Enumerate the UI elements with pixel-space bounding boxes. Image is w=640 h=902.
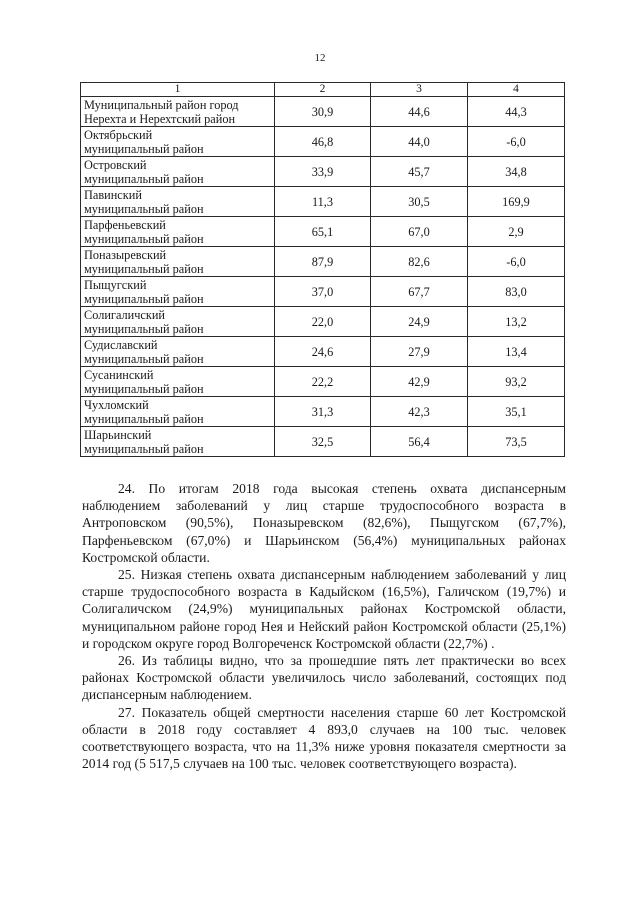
district-name-cell <box>81 187 275 217</box>
value-cell-col-2: 31,3 <box>275 397 371 427</box>
page-number: 12 <box>314 52 326 64</box>
district-name-line-2: муниципальный район <box>84 231 204 246</box>
value-cell-col-3: 82,6 <box>371 247 468 277</box>
value-cell-col-2: 22,0 <box>275 307 371 337</box>
value-cell-col-3: 42,9 <box>371 367 468 397</box>
value-cell-col-4: 169,9 <box>468 187 565 217</box>
value-cell-col-3: 44,0 <box>371 127 468 157</box>
district-name-line-1: Павинский <box>84 187 142 202</box>
district-name-cell <box>81 157 275 187</box>
district-name-line-1: Сусанинский <box>84 367 154 382</box>
value-cell-col-2: 24,6 <box>275 337 371 367</box>
column-header-2: 2 <box>275 83 371 97</box>
district-name-cell <box>81 97 275 127</box>
paragraph-27: 27. Показатель общей смертности населения старше 60 лет Костромской области в 2018 году составляет 4 893,0 случаев на 100 тыс. человек соответствующего возраста, что на 11,3% ниже уровня показателя смертности за 2014 год (5 517,5 случаев на 100 тыс. человек соответствующего возраста). <box>82 704 566 772</box>
value-cell-col-2: 37,0 <box>275 277 371 307</box>
district-name-line-1: Парфеньевский <box>84 217 166 232</box>
value-cell-col-4: -6,0 <box>468 247 565 277</box>
district-name-line-1: Судиславский <box>84 337 158 352</box>
value-cell-col-2: 11,3 <box>275 187 371 217</box>
value-cell-col-3: 30,5 <box>371 187 468 217</box>
value-cell-col-4: 13,4 <box>468 337 565 367</box>
table-row <box>81 367 565 397</box>
district-name-cell <box>81 427 275 457</box>
value-cell-col-3: 27,9 <box>371 337 468 367</box>
value-cell-col-4: 2,9 <box>468 217 565 247</box>
table-row <box>81 427 565 457</box>
district-name-line-1: Шарьинский <box>84 427 152 442</box>
district-name-cell <box>81 307 275 337</box>
value-cell-col-2: 32,5 <box>275 427 371 457</box>
district-name-line-2: муниципальный район <box>84 261 204 276</box>
column-header-3: 3 <box>371 83 468 97</box>
value-cell-col-2: 87,9 <box>275 247 371 277</box>
column-header-4: 4 <box>468 83 565 97</box>
table-row <box>81 217 565 247</box>
district-name-line-1: Муниципальный район город <box>84 97 239 112</box>
column-header-1: 1 <box>81 83 275 97</box>
table-row <box>81 277 565 307</box>
district-name-cell <box>81 397 275 427</box>
value-cell-col-4: 34,8 <box>468 157 565 187</box>
value-cell-col-3: 56,4 <box>371 427 468 457</box>
value-cell-col-4: 13,2 <box>468 307 565 337</box>
paragraph-26: 26. Из таблицы видно, что за прошедшие пять лет практически во всех районах Костромской области увеличилось число заболеваний, состоящих под диспансерным наблюдением. <box>82 653 566 703</box>
value-cell-col-4: 73,5 <box>468 427 565 457</box>
district-name-line-1: Пыщугский <box>84 277 147 292</box>
district-name-line-1: Поназыревский <box>84 247 167 262</box>
value-cell-col-3: 67,7 <box>371 277 468 307</box>
district-name-line-2: муниципальный район <box>84 171 204 186</box>
table-row <box>81 157 565 187</box>
value-cell-col-4: 83,0 <box>468 277 565 307</box>
district-name-line-2: муниципальный район <box>84 411 204 426</box>
value-cell-col-3: 44,6 <box>371 97 468 127</box>
value-cell-col-3: 45,7 <box>371 157 468 187</box>
value-cell-col-2: 65,1 <box>275 217 371 247</box>
district-name-line-1: Октябрьский <box>84 127 153 142</box>
district-name-cell <box>81 367 275 397</box>
value-cell-col-3: 42,3 <box>371 397 468 427</box>
value-cell-col-3: 67,0 <box>371 217 468 247</box>
district-name-line-2: муниципальный район <box>84 441 204 456</box>
district-name-cell <box>81 127 275 157</box>
table-row <box>81 247 565 277</box>
district-name-line-1: Чухломский <box>84 397 149 412</box>
table-header-row <box>81 83 565 97</box>
district-name-line-1: Солигаличский <box>84 307 166 322</box>
district-name-line-2: муниципальный район <box>84 351 204 366</box>
value-cell-col-4: -6,0 <box>468 127 565 157</box>
table-row <box>81 397 565 427</box>
value-cell-col-2: 46,8 <box>275 127 371 157</box>
district-name-line-2: муниципальный район <box>84 291 204 306</box>
body-text <box>82 480 566 772</box>
value-cell-col-2: 30,9 <box>275 97 371 127</box>
value-cell-col-2: 33,9 <box>275 157 371 187</box>
value-cell-col-3: 24,9 <box>371 307 468 337</box>
district-name-cell <box>81 217 275 247</box>
value-cell-col-4: 93,2 <box>468 367 565 397</box>
value-cell-col-2: 22,2 <box>275 367 371 397</box>
value-cell-col-4: 44,3 <box>468 97 565 127</box>
paragraph-24: 24. По итогам 2018 года высокая степень охвата диспансерным наблюдением заболеваний у лиц старше трудоспособного возраста в Антроповском (90,5%), Поназыревском (82,6%), Пыщугском (67,7%), Парфеньевском (67,0%) и Шарьинском (56,4%) муниципальных районах Костромской области. <box>82 481 566 565</box>
paragraph-25: 25. Низкая степень охвата диспансерным наблюдением заболеваний у лиц старше трудоспособного возраста в Кадыйском (16,5%), Галичском (19,7%) и Солигаличском (24,9%) муниципальных районах Костромской области, муниципальном районе город Нея и Нейский район Костромской области (25,1%) и городском округе город Волгореченск Костромской области (22,7%) . <box>82 567 566 651</box>
table-row <box>81 97 565 127</box>
district-name-line-1: Островский <box>84 157 147 172</box>
district-name-line-2: муниципальный район <box>84 321 204 336</box>
district-name-line-2: муниципальный район <box>84 201 204 216</box>
table-row <box>81 307 565 337</box>
district-name-cell <box>81 277 275 307</box>
value-cell-col-4: 35,1 <box>468 397 565 427</box>
table-row <box>81 127 565 157</box>
table-row <box>81 337 565 367</box>
district-name-line-2: муниципальный район <box>84 381 204 396</box>
district-name-line-2: муниципальный район <box>84 141 204 156</box>
district-name-line-2: Нерехта и Нерехтский район <box>84 111 236 126</box>
table-row <box>81 187 565 217</box>
district-data-table <box>80 82 565 457</box>
district-name-cell <box>81 337 275 367</box>
district-name-cell <box>81 247 275 277</box>
